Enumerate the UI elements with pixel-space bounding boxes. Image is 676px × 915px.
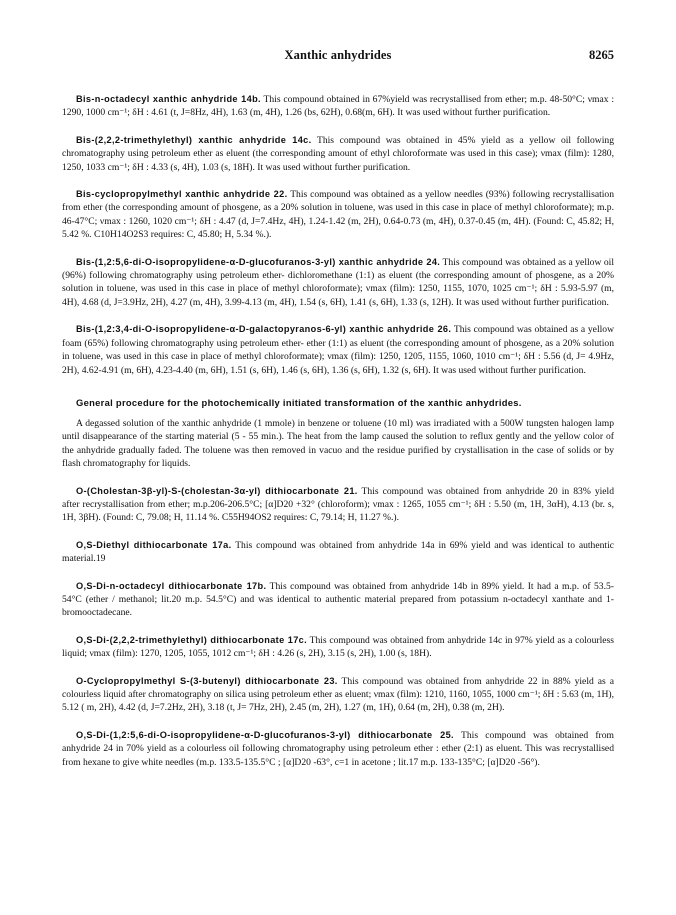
page-number: 8265 [589,48,614,62]
compound-paragraph-25 [62,729,614,769]
compound-paragraph-14c [62,134,614,174]
compound-name: O,S-Di-(2,2,2-trimethylethyl) dithiocarbonate 17c. [76,634,308,645]
compound-paragraph-17b [62,580,614,620]
compound-text: This compound was obtained as a yellow needles (93%) following recrystallisation from ether (the corresponding amount of phosgene, as a 20% solution in toluene, was used in this case in place of methyl chloroformate); m.p. 46-47°C; νmax : 1260, 1020 cm⁻¹; δH : 4.47 (d, J=7.4Hz, 4H), 1.24-1.42 (m, 2H), 0.64-0.73 (m, 4H), 0.37-0.45 (m, 4H). (Found: C, 45.82; H, 5.42 %. C10H14O2S3 requires: C, 45.80; H, 5.34 %.). [62,189,614,241]
compound-name: Bis-(1,2:3,4-di-O-isopropylidene-α-D-galactopyranos-6-yl) xanthic anhydride 26. [76,324,452,335]
compound-text: This compound was obtained from anhydride 20 in 83% yield after recrystallisation from ether; m.p.206-206.5°C; [α]D20 +32° (chloroform); νmax : 1265, 1055 cm⁻¹; δH : 5.50 (m, 1H, 3αH), 4.13 (br. s, 1H, 3βH). (Found: C, 79.08; H, 11.14 %. C55H94OS2 requires: C, 79.14; H, 11.27 %.). [62,485,614,524]
compound-paragraph-17a [62,539,614,566]
compound-paragraph-17c [62,634,614,661]
compound-paragraph-22 [62,188,614,242]
compound-paragraph-23 [62,675,614,715]
compound-text: This compound was obtained from anhydride 22 in 88% yield as a colourless liquid after chromatography on silica using petroleum ether as eluent; νmax (film): 1210, 1160, 1055, 1000 cm⁻¹; δH : 5.63 (m, 1H), 5.12 ( m, 2H), 4.42 (d, J=7.2Hz, 2H), 3.18 (t, J= 7Hz, 2H), 2.45 (m, 2H), 1.27 (m, 1H), 0.64 (m, 2H), 0.38 (m, 2H). [62,675,615,714]
compound-paragraph-24 [62,256,614,310]
compound-paragraph-14b [62,93,614,120]
compound-name: O,S-Diethyl dithiocarbonate 17a. [76,539,232,550]
compound-name: Bis-(2,2,2-trimethylethyl) xanthic anhydride 14c. [76,134,312,145]
compound-text: This compound was obtained as a yellow oil (96%) following chromatography using petroleum ether- dichloromethane (1:1) as eluent (the corresponding amount of phosgene, as a 20% solution in toluene, was used in this case in place of methyl chloroformate); νmax (film): 1250, 1155, 1070, 1025 cm⁻¹; δH : 5.93-5.97 (m, 4H), 4.68 (d, J=3.9Hz, 2H), 4.27 (m, 4H), 3.99-4.13 (m, 4H), 1.54 (s, 6H), 1.41 (s, 6H), 1.33 (s, 12H). It was used without further purification. [62,256,614,308]
compound-text: This compound was obtained from anhydride 14a in 69% yield and was identical to authentic material.19 [62,539,614,565]
compound-name: Bis-n-octadecyl xanthic anhydride 14b. [76,94,261,104]
article-body [62,93,614,783]
compound-name: Bis-cyclopropylmethyl xanthic anhydride 22. [76,189,288,200]
compound-paragraph-21 [62,485,614,525]
compound-text: This compound was obtained from anhydride 24 in 70% yield as a colourless oil following chromatography using petroleum ether : ether (2:1) as eluent. This was recrystallised from hexane to give white needles (m.p. 133.5-135.5°C ; [α]D20 -63°, c=1 in acetone ; lit.17 m.p. 133-135°C; [α]D20 -56°). [62,729,614,768]
running-title: Xanthic anhydrides [284,48,392,62]
compound-paragraph-26 [62,323,614,377]
compound-name: O,S-Di-n-octadecyl dithiocarbonate 17b. [76,580,267,591]
compound-name: O-Cyclopropylmethyl S-(3-butenyl) dithiocarbonate 23. [76,675,338,686]
compound-name: Bis-(1,2:5,6-di-O-isopropylidene-α-D-glucofuranos-3-yl) xanthic anhydride 24. [76,256,441,267]
compound-text: This compound was obtained from anhydride 14b in 89% yield. It had a m.p. of 53.5-54°C (ether / methanol; lit.20 m.p. 54.5°C) and was identical to authentic material prepared from potassium n-octadecyl xanthate and 1-bromooctadecane. [62,580,614,619]
compound-text: This compound was obtained from anhydride 14c in 97% yield as a colourless liquid; νmax (film): 1270, 1205, 1055, 1012 cm⁻¹; δH : 4.26 (s, 2H), 3.15 (s, 2H), 1.00 (s, 18H). [62,634,614,660]
compound-name: O-(Cholestan-3β-yl)-S-(cholestan-3α-yl) dithiocarbonate 21. [76,485,358,496]
compound-name: O,S-Di-(1,2:5,6-di-O-isopropylidene-α-D-glucofuranos-3-yl) dithiocarbonate 25. [76,729,454,740]
section-heading: General procedure for the photochemically initiated transformation of the xanthic anhydrides. [76,396,522,408]
compound-text: This compound obtained in 67%yield was recrystallised from ether; m.p. 48-50°C; νmax : 1290, 1000 cm⁻¹; δH : 4.61 (t, J=8Hz, 4H), 1.63 (m, 4H), 1.26 (bs, 62H), 0.68(m, 6H). It was used without further purification. [62,94,614,119]
general-procedure-paragraph: A degassed solution of the xanthic anhydride (1 mmole) in benzene or toluene (10 ml) was irradiated with a 500W tungsten halogen lamp until disappearance of the starting material (5 - 55 min.). The heat from the lamp caused the solution to reflux gently and the yellow color of the anhydride gradually faded. The toluene was then removed in vacuo and the residue purified by crystallisation in the case of solids or by flash chromatography for liquids. [62,417,614,470]
compound-text: This compound was obtained in 45% yield as a yellow oil following chromatography using petroleum ether as eluent (the corresponding amount of ethyl chloroformate was used in this case); νmax (film): 1280, 1250, 1033 cm⁻¹; δH : 4.33 (s, 4H), 1.03 (s, 18H). It was used without further purification. [62,134,614,173]
compound-text: This compound was obtained as a yellow foam (65%) following chromatography using petroleum ether- ether (1:1) as eluent (the corresponding amount of phosgene, as a 20% solution in toluene, was used in this case in place of methyl chloroformate); νmax (film): 1250, 1205, 1155, 1060, 1010 cm⁻¹; δH : 5.56 (d, J= 4.9Hz, 2H), 4.62-4.91 (m, 6H), 4.23-4.40 (m, 6H), 1.51 (s, 6H), 1.46 (s, 6H), 1.36 (s, 6H), 1.32 (s, 6H). It was used without further purification. [62,324,614,376]
page-header [62,48,614,66]
